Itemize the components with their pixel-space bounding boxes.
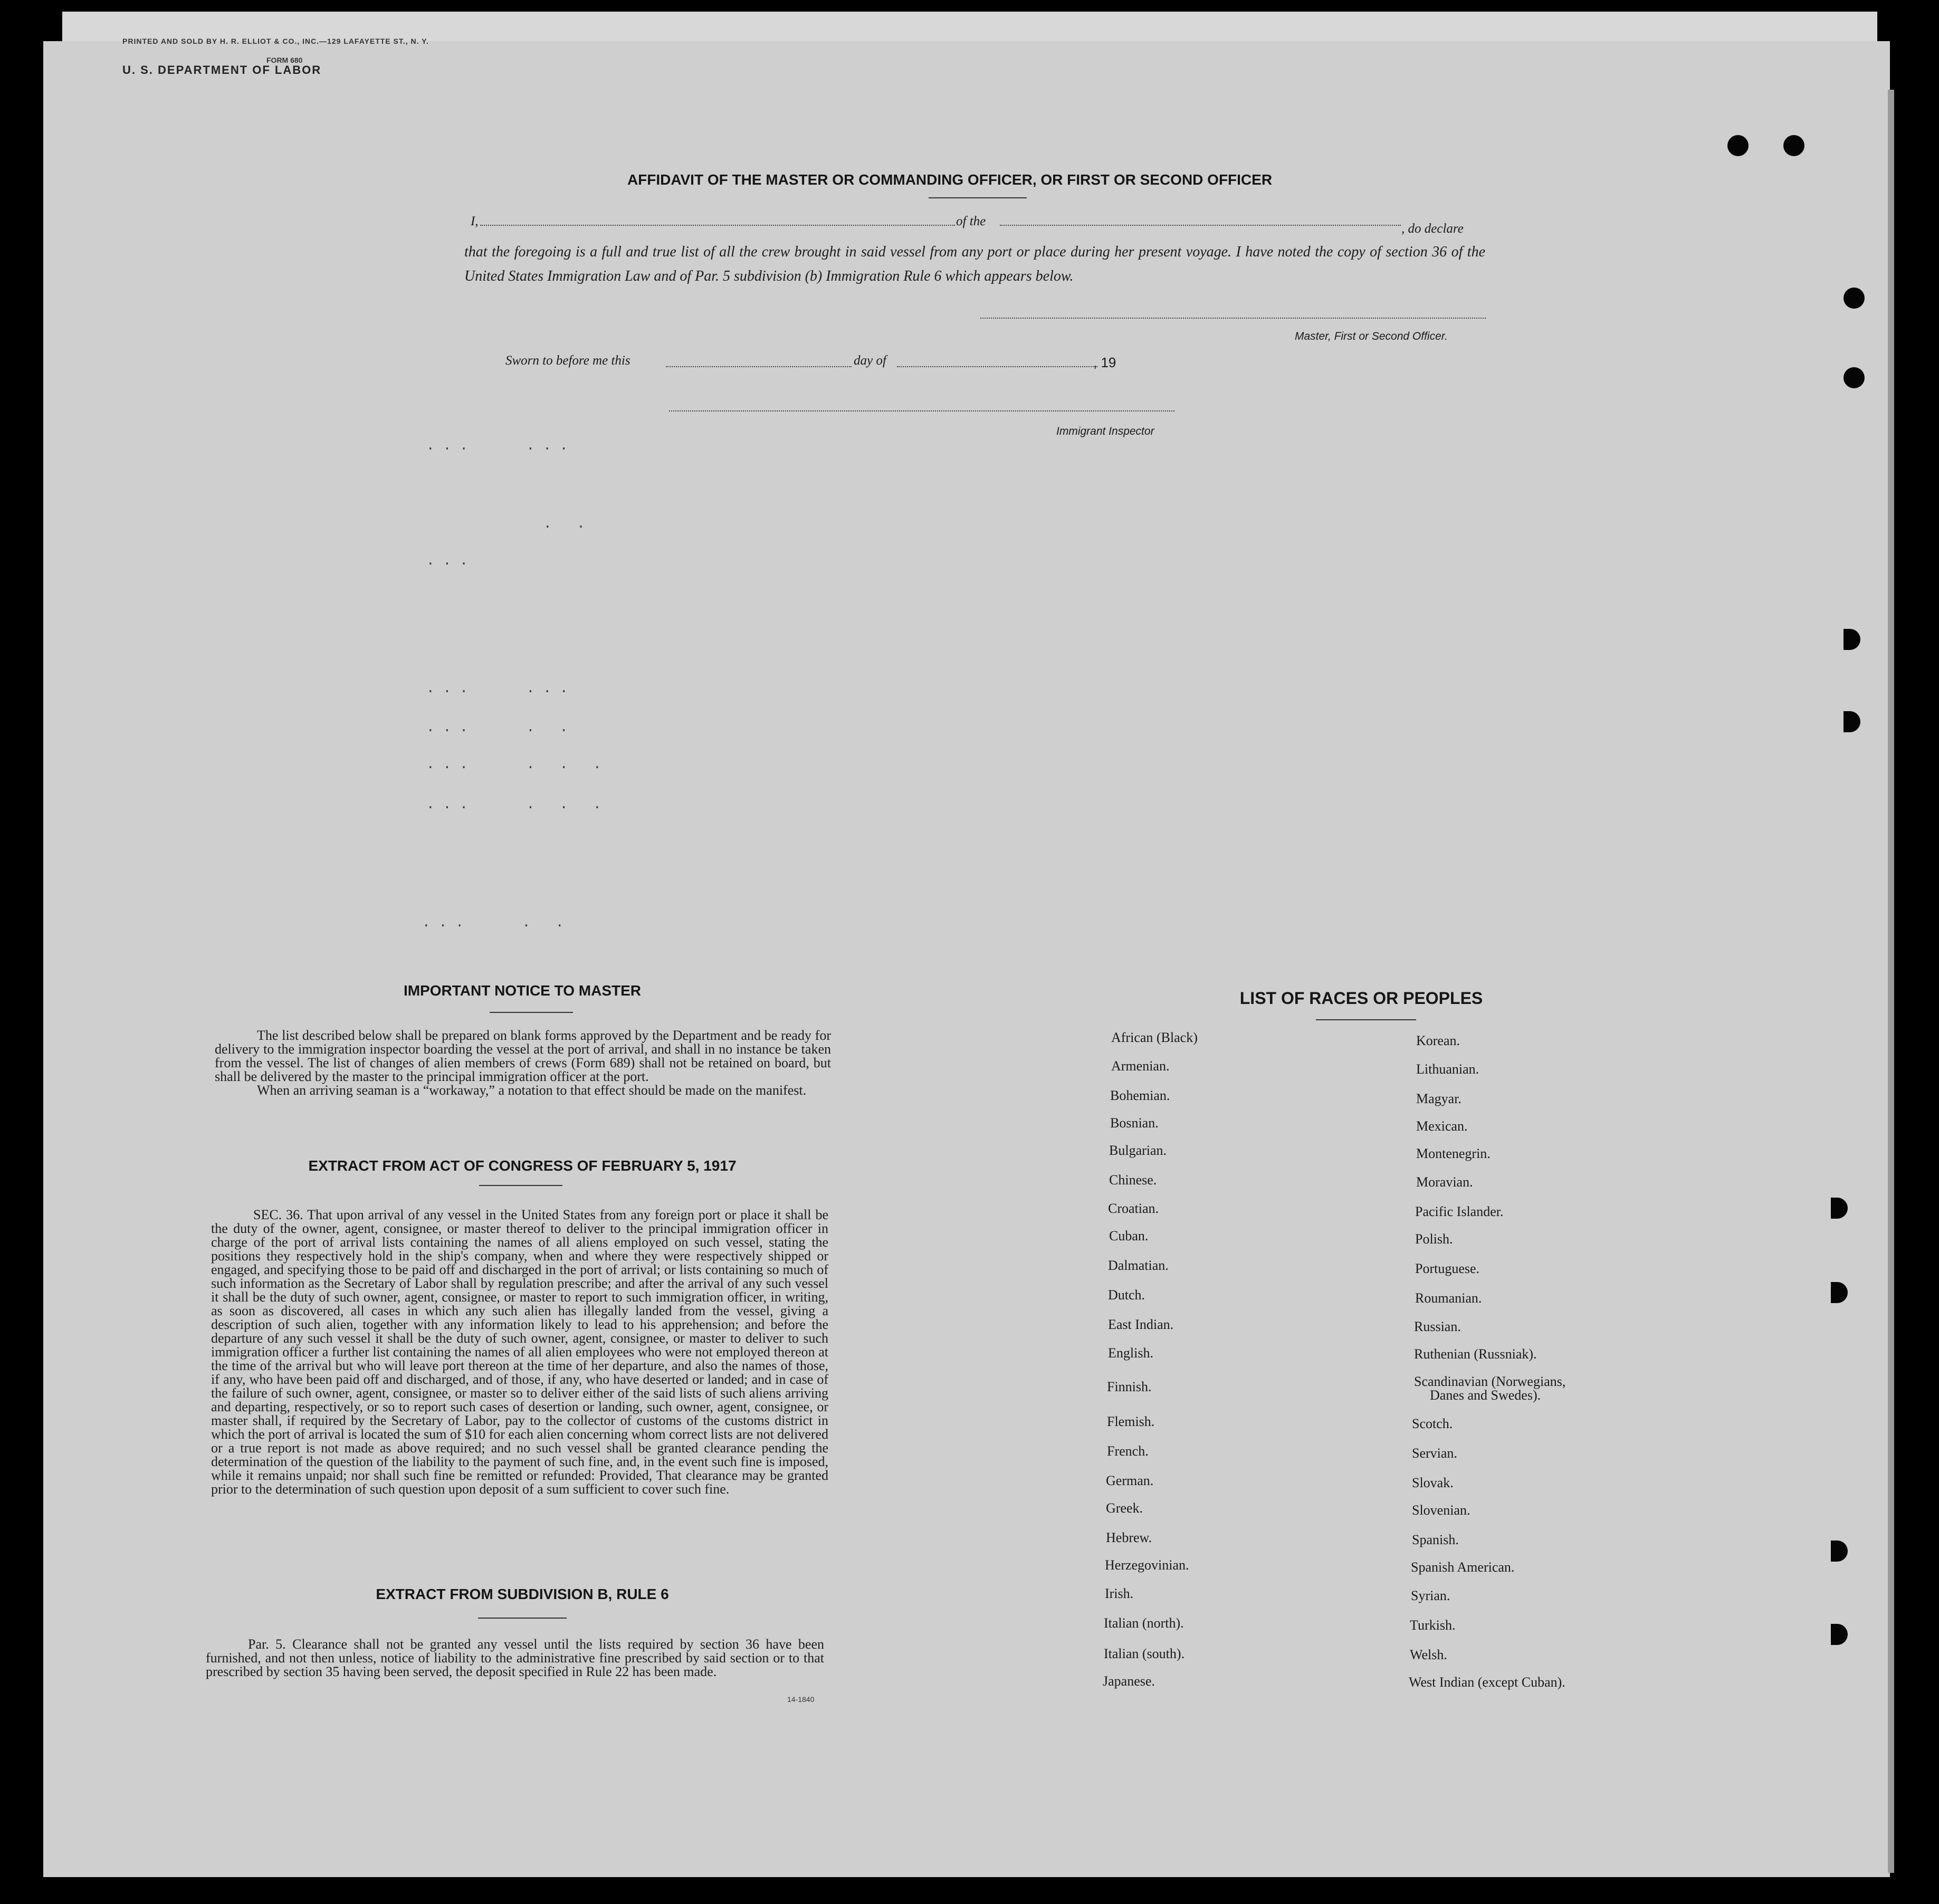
signature-line	[980, 318, 1486, 319]
race-item: Polish.	[1415, 1231, 1453, 1247]
title-rule	[929, 197, 1027, 198]
race-item: Italian (north).	[1104, 1615, 1184, 1631]
race-item: Spanish American.	[1411, 1559, 1515, 1575]
race-item: Turkish.	[1410, 1618, 1456, 1633]
form-number: FORM 680	[266, 56, 303, 64]
notice-title: IMPORTANT NOTICE TO MASTER	[403, 982, 642, 999]
punch-hole	[1844, 367, 1865, 388]
race-item: Ruthenian (Russniak).	[1414, 1346, 1537, 1362]
punch-hole	[1783, 135, 1804, 156]
race-item: Italian (south).	[1104, 1646, 1185, 1661]
race-item: Flemish.	[1107, 1414, 1155, 1429]
race-item: Servian.	[1412, 1446, 1457, 1461]
affidavit-title: AFFIDAVIT OF THE MASTER OR COMMANDING OFFICER, OR FIRST OR SECOND OFFICER	[627, 171, 1273, 188]
extract-act-text	[211, 1208, 828, 1496]
sworn-month-blank	[897, 366, 1097, 367]
race-item: Lithuanian.	[1416, 1061, 1479, 1077]
race-item: Irish.	[1105, 1586, 1134, 1601]
race-item: Roumanian.	[1415, 1290, 1482, 1306]
of-the-label: of the	[956, 214, 986, 228]
extract-act-rule	[479, 1185, 562, 1186]
race-item: Greek.	[1106, 1500, 1143, 1516]
section-36-text: SEC. 36. That upon arrival of any vessel in the United States from any foreign port or place it shall be the duty of the owner, agent, consignee, or master thereof to deliver to the principal immigration officer in charge of the port of arrival lists containing the names of all aliens employed on such vessel, stating the positions they respectively hold in the ship's company, when and where they were respectively shipped or engaged, and specifying those to be paid off and discharged in the port of arrival; or lists containing so much of such information as the Secretary of Labor shall by regulation prescribe; and after the arrival of any such vessel it shall be the duty of such owner, agent, consignee, or master to report to such immigration officer, in writing, as soon as discovered, all cases in which any such alien has illegally landed from the vessel, giving a description of such alien, together with any information likely to lead to his apprehension; and before the departure of any such vessel it shall be the duty of such owner, agent, consignee, or master to deliver to such immigration officer a further list containing the names of all alien employees who were not employed thereon at the time of the arrival but who will leave port thereon at the time of her departure, and also the names of those, if any, who have been paid off and discharged, and of those, if any, who have deserted or landed; and in case of the failure of such owner, agent, consignee, or master so to deliver either of the said lists of such aliens arriving and departing, respectively, or so to report such cases of desertion or landing, such owner, agent, consignee, or master shall, if required by the Secretary of Labor, pay to the collector of customs of the customs district in which the port of arrival is located the sum of $10 for each alien concerning whom correct lists are not delivered or a true report is not made as above required; and no such vessel shall be granted clearance pending the determination of the question of the liability to the payment of such fine, and, in the event such fine is imposed, while it remains unpaid; nor shall such fine be remitted or refunded: Provided, That clearance may be granted prior to the determination of such question upon deposit of a sum sufficient to cover such fine.	[211, 1207, 828, 1497]
inspector-label: Immigrant Inspector	[1056, 425, 1154, 437]
dot-row: ... . .	[426, 720, 577, 735]
par-5-text: Par. 5. Clearance shall not be granted any vessel until the lists required by section 36 have been furnished, and not then unless, notice of liability to the administrative fine prescribed by said section or to that prescribed by section 35 having been served, the deposit specified in Rule 22 has been made.	[206, 1637, 824, 1679]
i-label: I,	[471, 214, 479, 228]
race-item: Japanese.	[1103, 1673, 1155, 1689]
race-item: Mexican.	[1416, 1118, 1468, 1134]
dot-row: ... ...	[426, 438, 577, 454]
year-label: , 19	[1093, 355, 1116, 370]
notice-rule	[490, 1012, 573, 1013]
race-item: Welsh.	[1410, 1647, 1447, 1662]
race-item: Dutch.	[1108, 1287, 1145, 1303]
race-item: Russian.	[1414, 1319, 1461, 1334]
race-item: East Indian.	[1108, 1317, 1174, 1332]
race-item: Syrian.	[1411, 1588, 1450, 1603]
race-item: English.	[1108, 1345, 1153, 1361]
signature-label: Master, First or Second Officer.	[1295, 330, 1448, 342]
dot-row: ... . .	[422, 915, 572, 931]
sworn-label: Sworn to before me this	[505, 353, 631, 368]
race-item: Bohemian.	[1110, 1088, 1170, 1103]
race-item: Portuguese.	[1415, 1261, 1480, 1276]
punch-hole	[1844, 288, 1865, 309]
dot-row: ... . . .	[426, 797, 610, 812]
declaration-text: that the foregoing is a full and true list of all the crew brought in said vessel from any port or place during her present voyage. I have noted the copy of section 36 of the United States Immigration Law and of Par. 5 subdivision (b) Immigration Rule 6 which appears below.	[464, 244, 1485, 284]
race-item: Dalmatian.	[1108, 1258, 1169, 1273]
race-item: Chinese.	[1109, 1172, 1157, 1188]
race-item: Hebrew.	[1106, 1530, 1152, 1545]
extract-rule-rule	[478, 1618, 567, 1619]
printer-line: PRINTED AND SOLD BY H. R. ELLIOT & CO., INC.—129 LAFAYETTE ST., N. Y.	[122, 37, 429, 45]
race-item: West Indian (except Cuban).	[1409, 1675, 1565, 1690]
race-item: African (Black)	[1111, 1030, 1198, 1045]
race-item: Herzegovinian.	[1105, 1557, 1189, 1573]
race-item: Danes and Swedes).	[1430, 1388, 1541, 1403]
extract-rule-text	[206, 1638, 824, 1679]
race-item: Korean.	[1416, 1033, 1460, 1048]
race-item: Pacific Islander.	[1415, 1204, 1504, 1219]
race-item: Bosnian.	[1110, 1115, 1159, 1131]
race-item: Moravian.	[1416, 1174, 1473, 1190]
race-item: Magyar.	[1416, 1091, 1462, 1106]
do-declare-label: , do declare	[1401, 222, 1464, 236]
races-rule	[1316, 1019, 1416, 1020]
sworn-day-blank	[666, 366, 852, 367]
notice-text	[215, 1029, 831, 1097]
race-item: Slovak.	[1412, 1475, 1454, 1490]
notice-paragraph-1: The list described below shall be prepared on blank forms approved by the Department and be ready for delivery to the immigration inspector boarding the vessel at the port of arrival, and shall in no instance be taken from the vessel. The list of changes of alien members of crews (Form 689) shall not be retained on board, but shall be delivered by the master to the principal immigration officer at the port.	[215, 1028, 831, 1084]
inspector-signature-line	[669, 410, 1174, 412]
races-title: LIST OF RACES OR PEOPLES	[1239, 989, 1483, 1008]
race-item: Finnish.	[1107, 1379, 1152, 1394]
extract-rule-title: EXTRACT FROM SUBDIVISION B, RULE 6	[376, 1586, 669, 1602]
dot-row: . .	[543, 516, 594, 532]
extract-act-title: EXTRACT FROM ACT OF CONGRESS OF FEBRUARY 5, 1917	[308, 1157, 737, 1174]
day-of-label: day of	[854, 353, 886, 368]
dot-row: ... . . .	[426, 757, 610, 772]
form-code: 14-1840	[787, 1695, 815, 1704]
name-blank	[480, 225, 955, 226]
race-item: Bulgarian.	[1109, 1143, 1167, 1158]
punch-hole	[1727, 135, 1749, 156]
vessel-blank	[1000, 225, 1401, 226]
page-right-edge	[1888, 90, 1894, 1873]
race-item: Scandinavian (Norwegians,	[1414, 1374, 1566, 1389]
race-item: Slovenian.	[1412, 1503, 1470, 1518]
race-item: Scotch.	[1412, 1416, 1453, 1431]
race-item: French.	[1107, 1443, 1149, 1459]
race-item: German.	[1106, 1473, 1154, 1488]
race-item: Montenegrin.	[1416, 1146, 1491, 1161]
department-label: U. S. DEPARTMENT OF LABOR	[122, 63, 322, 76]
race-item: Cuban.	[1109, 1228, 1149, 1243]
race-item: Spanish.	[1412, 1532, 1459, 1547]
race-item: Armenian.	[1111, 1058, 1170, 1074]
dot-row: ... ...	[426, 681, 577, 696]
notice-paragraph-2: When an arriving seaman is a “workaway,” a notation to that effect should be made on the manifest.	[257, 1083, 807, 1098]
race-item: Croatian.	[1108, 1201, 1159, 1216]
dot-row: ...	[426, 553, 476, 569]
